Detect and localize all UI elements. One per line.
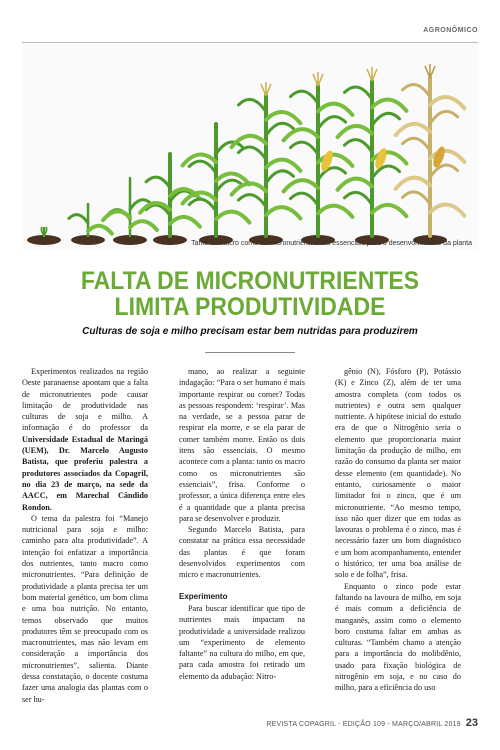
corn-leaf	[130, 221, 157, 230]
headline	[40, 268, 460, 320]
corn-tassel	[367, 67, 377, 81]
corn-leaf	[344, 140, 372, 152]
corn-leaf	[216, 212, 249, 223]
corn-leaf	[284, 180, 318, 191]
corn-leaf	[238, 195, 266, 207]
corn-leaf	[103, 211, 130, 220]
paragraph: Para buscar identificar que tipo de nutrientes mais impactam na produtividade a universidade realizou um “experimento de elemento faltante” na cultura do milho, em que, para cada amostra foi retirado um elemento da adubação: Nitro-	[179, 603, 305, 681]
corn-leaf	[266, 160, 300, 171]
hero-caption: Tanto os macro como os micronutrientes são essenciais para o desenvolvimento da planta	[191, 240, 472, 247]
article-column-1	[22, 366, 148, 705]
corn-leaf	[430, 97, 464, 108]
corn-leaf	[290, 193, 318, 205]
corn-leaf	[402, 138, 430, 150]
corn-leaf	[170, 217, 200, 227]
corn-leaf	[318, 206, 352, 217]
corn-leaf	[266, 207, 300, 218]
corn-tassel	[261, 82, 271, 96]
corn-leaf	[318, 104, 352, 115]
corn-leaf	[266, 112, 300, 123]
corn-leaf	[146, 177, 170, 188]
corn-leaf	[189, 199, 216, 211]
hero-illustration	[22, 44, 478, 250]
section-rule	[22, 42, 478, 43]
subtitle: Culturas de soja e milho precisam estar bem nutridas para produzirem	[82, 326, 418, 337]
corn-tassel	[313, 72, 323, 86]
corn-leaf	[290, 91, 318, 103]
corn-leaf	[88, 226, 112, 234]
paragraph: gênio (N), Fósforo (P), Potássio (K) e Zinco (Z), além de ter uma amostra completa (com todos os nutrientes) e outra sem qualquer nutriente. A hipótese inicial do estudo era de que o Nitrogênio seria o elemento que proporcionaria maior limitação da produção de milho, em razão do consumo da planta ser maior desse elemento (em quantidade). No entanto, curiosamente o maior limitador foi o zinco, que é um micronutriente. “Ao mesmo tempo, isso não quer dizer que em todas as lavouras o problema é o zinco, mas é necessário fazer um bom diagnóstico e um bom acompanhamento, entender o histórico, ter uma boa análise de solo e de folha”, frisa.	[335, 367, 461, 580]
corn-leaf	[338, 126, 372, 137]
corn-leaf	[430, 111, 458, 123]
paragraph: Enquanto o zinco pode estar faltando na lavoura de milho, em soja é mais comum a deficiência de manganês, assim como o elemento boro costuma faltar em ambas as culturas. “Também chamo a atenção para a importância do molibdênio, usado para fixação biológica de nitrogênio em soja, e no caso do milho, para a eficiência do uso	[335, 581, 461, 693]
corn-leaf	[238, 147, 266, 159]
corn-leaf	[238, 99, 266, 111]
headline-line-2: LIMITA PRODUTIVIDADE	[114, 293, 386, 321]
corn-leaf	[189, 161, 216, 173]
corn-leaf	[344, 87, 372, 99]
paragraph: Segundo Marcelo Batista, para constatar na prática essa necessidade das plantas é que foram desenvolvidos experimentos com micro e macronutrientes.	[179, 525, 305, 580]
corn-leaf	[402, 192, 430, 204]
headline-line-1: FALTA DE MICRONUTRIENTES	[80, 267, 420, 295]
corn-leaf	[396, 124, 430, 135]
corn-leaf	[232, 136, 266, 147]
paragraph-text: Experimentos realizados na região Oeste paranaense apontam que a falta de micronutrientes pode causar limitação de produtividade nas culturas de soja e milho. A informação é do professor da	[22, 367, 148, 433]
corn-leaf	[402, 84, 430, 96]
corn-leaf	[338, 179, 372, 190]
article-column-2	[179, 366, 305, 682]
corn-leaf	[396, 178, 430, 189]
corn-leaf	[372, 113, 400, 125]
paragraph: mano, ao realizar a seguinte indagação: “Para o ser humano é mais importante respirar ou comer? Todas as pessoas respondem: ‘respirar’. Mas na verdade, se a pessoa parar de respirar ela morre, e se ela parar de comer também morre. Então os dois itens são essenciais. O mesmo acontece com a planta: tanto os macro como os micronutrientes são essenciais”, frisa. Conforme o professor, a única diferença entre eles é a quantidade que a planta precisa para se desenvolver e produzir.	[179, 367, 305, 523]
corn-leaf	[372, 205, 406, 216]
section-subheading: Experimento	[179, 591, 228, 601]
page-number: 23	[465, 717, 478, 729]
corn-leaf	[284, 129, 318, 140]
subtitle-rule	[205, 352, 295, 353]
corn-leaf	[430, 165, 458, 177]
page-footer	[266, 713, 478, 731]
corn-leaf	[318, 117, 346, 129]
corn-leaf	[290, 142, 318, 154]
corn-leaf	[430, 204, 464, 215]
corn-leaf	[266, 171, 294, 183]
publication-info: REVISTA COPAGRIL - EDIÇÃO 109 - MARÇO/ABRIL 2019	[266, 721, 461, 728]
corn-growth-stages	[22, 44, 478, 250]
article-column-3	[335, 366, 461, 694]
paragraph	[22, 366, 148, 513]
paragraph-highlight: Universidade Estadual de Maringá (UEM), Dr. Marcelo Augusto Batista, que proferiu palestra a produtores associados da Copagril, no dia 23 de março, na sede da AACC, em Marechal Cândido Rondon.	[22, 434, 148, 512]
corn-leaf	[69, 215, 88, 224]
corn-leaf	[372, 100, 406, 111]
paragraph: O tema da palestra foi “Manejo nutricional para soja e milho: caminho para alta produtividade”. A intenção foi enfatizar a importância dos nutrientes, tanto macro como micronutrientes. “Para definição de produtividade a planta precisa ter um bom material genético, um bom clima e uma boa nutrição. No entanto, temos observado que muitos produtores têm se preocupado com os macronutrientes, mas não levam em consideração a importância dos micronutrientes”, salienta. Diante dessa constatação, o docente costuma fazer uma analogia das plantas com o ser hu-	[22, 513, 148, 704]
corn-tassel	[425, 64, 435, 78]
corn-leaf	[232, 183, 266, 194]
section-tag: AGRONÔMICO	[423, 27, 478, 34]
corn-leaf	[344, 192, 372, 204]
